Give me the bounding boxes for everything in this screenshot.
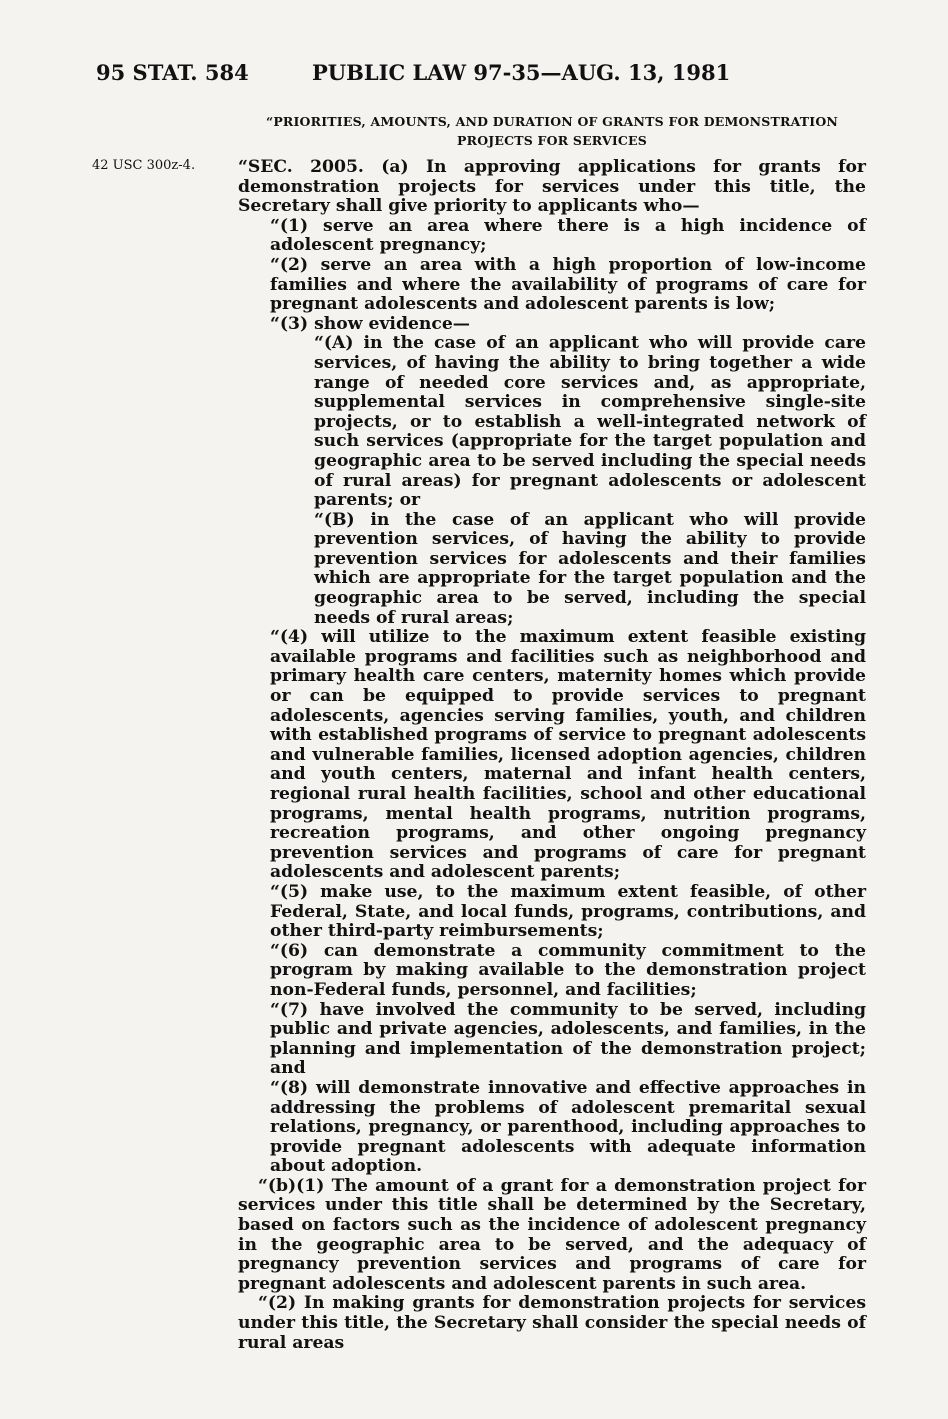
section-heading-line-1: “PRIORITIES, AMOUNTS, AND DURATION OF GRANTS FOR DEMONSTRATION	[265, 114, 839, 129]
section-heading	[238, 112, 866, 150]
paragraph-a-8: “(8) will demonstrate innovative and effective approaches in addressing the problems of adolescent premarital sexual relations, pregnancy, or parenthood, including approaches to provide pregnant adolescents with adequate information about adoption.	[270, 1077, 866, 1177]
section-body	[238, 158, 866, 1353]
paragraph-a-6: “(6) can demonstrate a community commitment to the program by making available to the demonstration project non-Federal funds, personnel, and facilities;	[270, 940, 866, 1000]
running-head: PUBLIC LAW 97-35—AUG. 13, 1981	[312, 60, 731, 85]
section-heading-line-2: PROJECTS FOR SERVICES	[457, 133, 647, 148]
paragraph-a-1: “(1) serve an area where there is a high incidence of adolescent pregnancy;	[270, 215, 866, 256]
paragraph-a-7: “(7) have involved the community to be served, including public and private agencies, adolescents, and families, in the planning and implementation of the demonstration project; and	[270, 999, 866, 1079]
paragraph-a-3: “(3) show evidence—	[270, 313, 470, 334]
paragraph-a-3-B: “(B) in the case of an applicant who will provide prevention services, of having the ability to provide prevention services for adolescents and their families which are appropriate for the target population and the geographic area to be served, including the special needs of rural areas;	[314, 509, 866, 628]
paragraph-sec-2005-a: “SEC. 2005. (a) In approving applications for grants for demonstration projects for services under this title, the Secretary shall give priority to applicants who—	[238, 157, 866, 217]
paragraph-b-1: “(b)(1) The amount of a grant for a demonstration project for services under this title shall be determined by the Secretary, based on factors such as the incidence of adolescent pregnancy in the geographic area to be served, and the adequacy of pregnancy prevention services and programs of care for pregnant adolescents and adolescent parents in such area.	[238, 1175, 866, 1294]
statute-page-number: 95 STAT. 584	[96, 60, 249, 85]
paragraph-a-2: “(2) serve an area with a high proportion of low-income families and where the availability of programs of care for pregnant adolescents and adolescent parents is low;	[270, 254, 866, 315]
margin-citation: 42 USC 300z-4.	[92, 158, 196, 173]
paragraph-a-3-A: “(A) in the case of an applicant who will provide care services, of having the ability to bring together a wide range of needed core services and, as appropriate, supplemental services in comprehensive single-site projects, or to establish a well-integrated network of such services (appropriate for the target population and geographic area to be served including the special needs of rural areas) for pregnant adolescents or adolescent parents; or	[314, 333, 866, 511]
paragraph-b-2: “(2) In making grants for demonstration projects for services under this title, the Secretary shall consider the special needs of rural areas	[238, 1293, 866, 1353]
paragraph-a-4: “(4) will utilize to the maximum extent feasible existing available programs and facilities such as neighborhood and primary health care centers, maternity homes which provide or can be equipped to provide services to pregnant adolescents, agencies serving families, youth, and children with established programs of service to pregnant adolescents and vulnerable families, licensed adoption agencies, children and youth centers, maternal and infant health centers, regional rural health facilities, school and other educational programs, mental health programs, nutrition programs, recreation programs, and other ongoing pregnancy prevention services and programs of care for pregnant adolescents and adolescent parents;	[270, 627, 866, 883]
paragraph-a-5: “(5) make use, to the maximum extent feasible, of other Federal, State, and local funds, programs, contributions, and other third-party reimbursements;	[270, 881, 866, 942]
